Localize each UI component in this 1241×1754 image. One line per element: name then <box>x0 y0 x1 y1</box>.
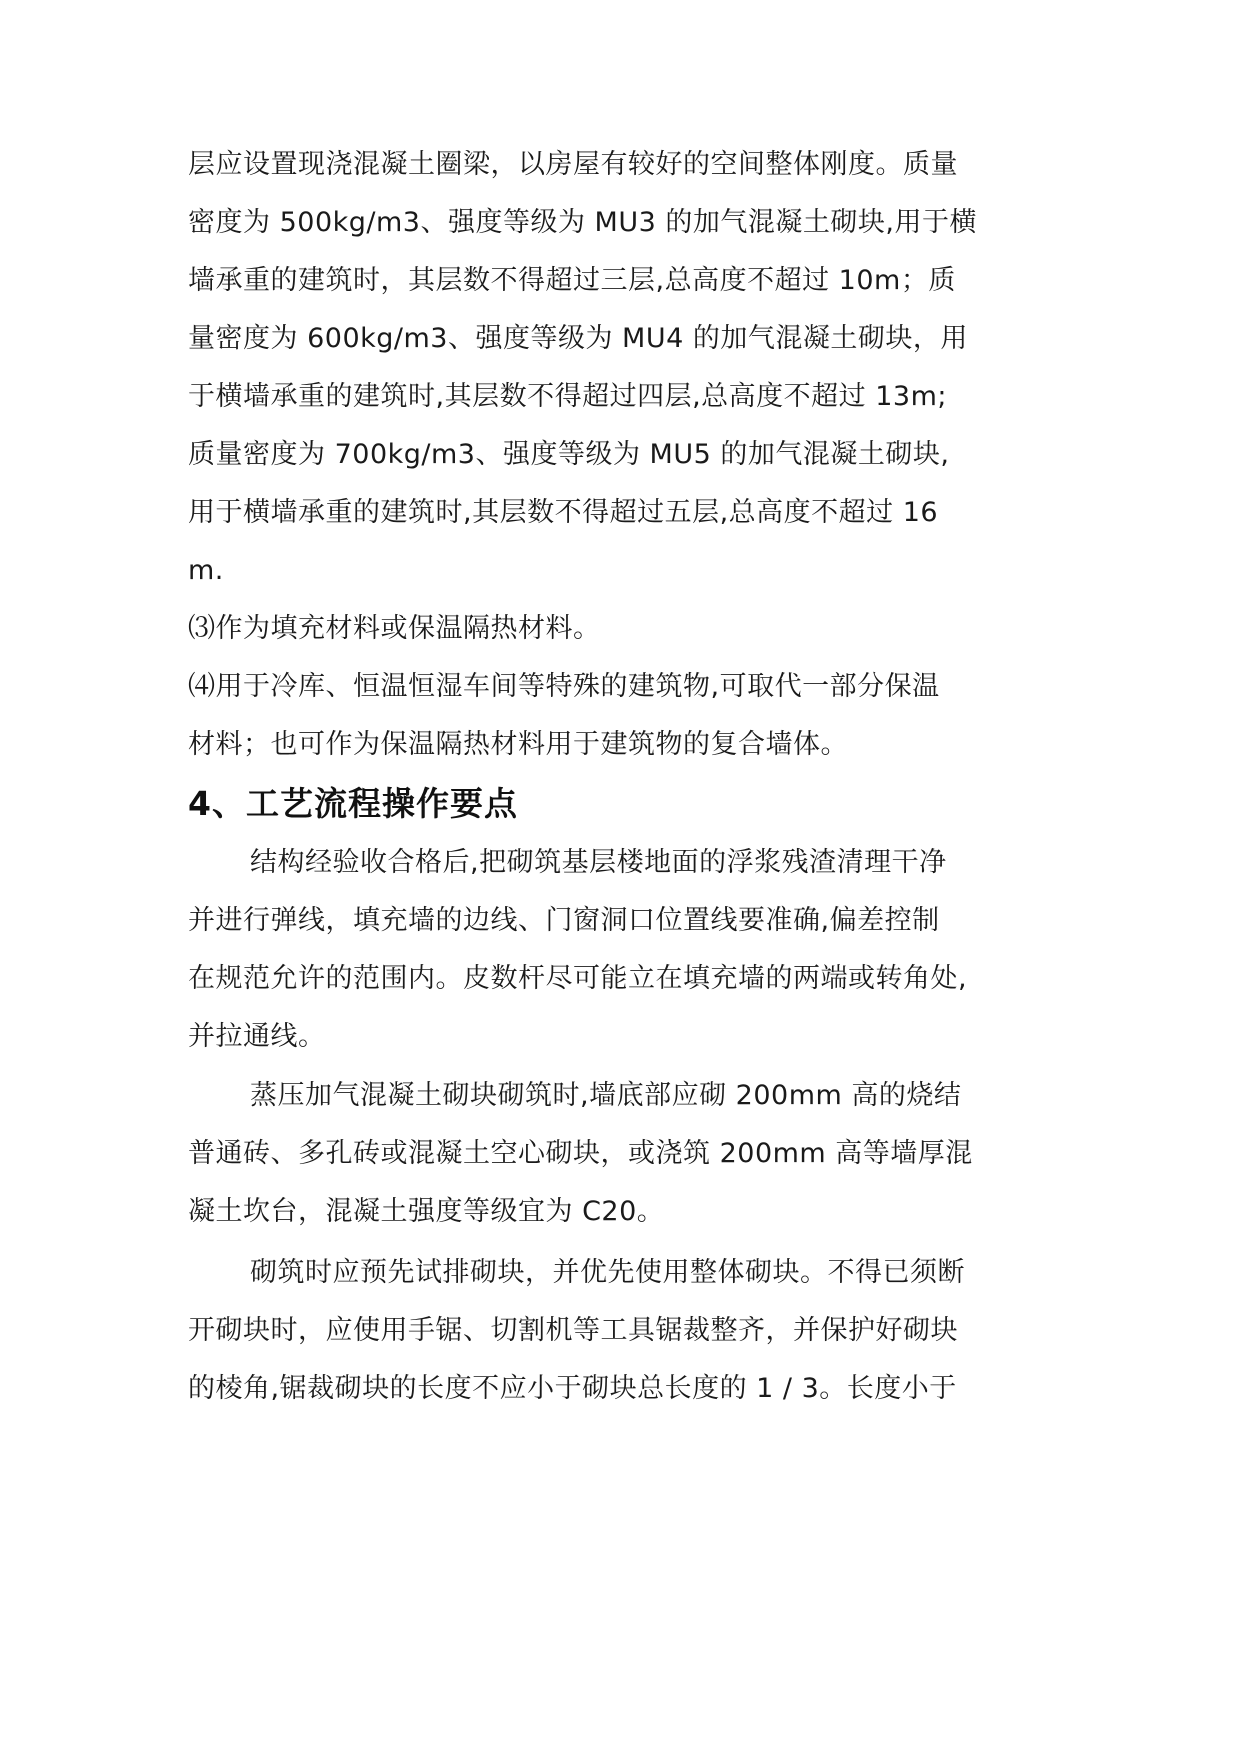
text-line: 墙承重的建筑时，其层数不得超过三层,总高度不超过 10m；质 <box>188 265 956 296</box>
section-heading: 4、工艺流程操作要点 <box>188 784 518 823</box>
text-line: 于横墙承重的建筑时,其层数不得超过四层,总高度不超过 13m; <box>188 381 948 412</box>
text-line: 层应设置现浇混凝土圈梁，以房屋有较好的空间整体刚度。质量 <box>188 149 958 180</box>
list-item-4: ⑷用于冷库、恒温恒湿车间等特殊的建筑物,可取代一部分保温 <box>188 671 940 702</box>
text-line: 材料；也可作为保温隔热材料用于建筑物的复合墙体。 <box>188 729 848 760</box>
text-line: 并拉通线。 <box>188 1021 326 1052</box>
text-line: 的棱角,锯裁砌块的长度不应小于砌块总长度的 1 / 3。长度小于 <box>188 1373 957 1404</box>
text-line: 开砌块时，应使用手锯、切割机等工具锯裁整齐，并保护好砌块 <box>188 1315 958 1346</box>
list-item-3: ⑶作为填充材料或保温隔热材料。 <box>188 613 601 644</box>
text-line: 并进行弹线，填充墙的边线、门窗洞口位置线要准确,偏差控制 <box>188 905 940 936</box>
text-line: 用于横墙承重的建筑时,其层数不得超过五层,总高度不超过 16 <box>188 497 939 528</box>
text-line: 砌筑时应预先试排砌块，并优先使用整体砌块。不得已须断 <box>250 1257 965 1288</box>
text-line: 密度为 500kg/m3、强度等级为 MU3 的加气混凝土砌块,用于横 <box>188 207 977 238</box>
text-line: 在规范允许的范围内。皮数杆尽可能立在填充墙的两端或转角处, <box>188 963 968 994</box>
text-line: 凝土坎台，混凝土强度等级宜为 C20。 <box>188 1196 665 1227</box>
text-line: m. <box>188 555 224 586</box>
text-line: 普通砖、多孔砖或混凝土空心砌块，或浇筑 200mm 高等墙厚混 <box>188 1138 973 1169</box>
text-line: 质量密度为 700kg/m3、强度等级为 MU5 的加气混凝土砌块, <box>188 439 950 470</box>
text-line: 结构经验收合格后,把砌筑基层楼地面的浮浆残渣清理干净 <box>250 847 947 878</box>
text-line: 量密度为 600kg/m3、强度等级为 MU4 的加气混凝土砌块，用 <box>188 323 968 354</box>
text-line: 蒸压加气混凝土砌块砌筑时,墙底部应砌 200mm 高的烧结 <box>250 1080 962 1111</box>
